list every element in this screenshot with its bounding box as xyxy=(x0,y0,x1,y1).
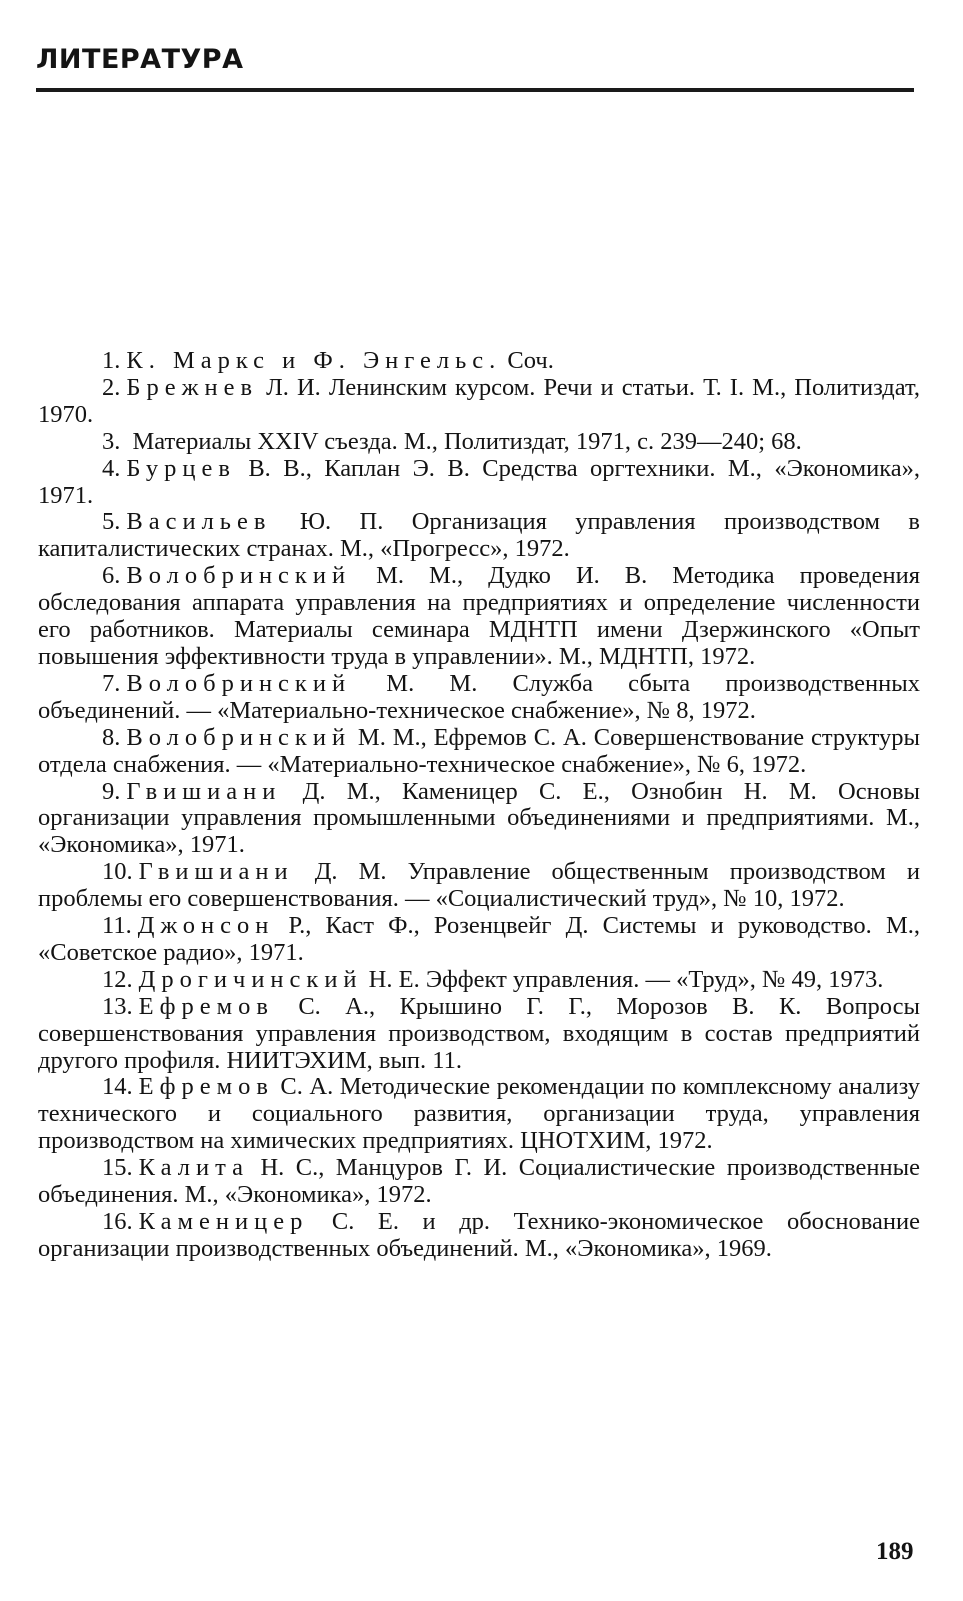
reference-author: Бурцев xyxy=(126,454,236,482)
reference-author: Волобринский xyxy=(126,723,352,751)
reference-item xyxy=(38,779,920,860)
reference-item xyxy=(38,429,920,456)
reference-author: Брежнев xyxy=(126,373,259,401)
reference-item xyxy=(38,1209,920,1263)
reference-text: Л. И. Ленинским курсом. Речи и статьи. Т. I. М., Политиздат, 1970. xyxy=(38,373,920,428)
reference-number: 9. xyxy=(102,777,121,805)
reference-text: Н. Е. Эффект управления. — «Труд», № 49, 1973. xyxy=(368,965,884,993)
reference-item xyxy=(38,509,920,563)
reference-item xyxy=(38,671,920,725)
reference-text: М. М. Служба сбыта производственных объединений. — «Материально-техническое снабжение», № 8, 1972. xyxy=(38,669,920,724)
reference-text: С. Е. и др. Технико-экономическое обоснование организации производственных объединений. М., «Экономика», 1969. xyxy=(38,1208,920,1262)
reference-number: 1. xyxy=(102,347,121,374)
reference-author: Калита xyxy=(138,1154,249,1182)
reference-text: В. В., Каплан Э. В. Средства оргтехники. М., «Экономика», 1971. xyxy=(38,454,921,509)
reference-author: Дрогичинский xyxy=(138,965,363,993)
reference-text: М. М., Ефремов С. А. Совершенствование структуры отдела снабжения. — «Материально-техническое снабжение», № 6, 1972. xyxy=(38,723,921,778)
reference-item xyxy=(38,375,920,429)
reference-number: 14. xyxy=(102,1073,133,1101)
reference-author: Ефремов xyxy=(138,992,274,1020)
reference-text: М. М., Дудко И. В. Методика проведения обследования аппарата управления на предприятиях и определение численности его работников. Материалы семинара МДНТП имени Дзержинского «Опыт повышения эффективности труда в управлении». М., МДНТП, 1972. xyxy=(38,562,921,670)
reference-author: Васильев xyxy=(126,508,272,536)
reference-text: Д. М. Управление общественным производством и проблемы его совершенствования. — «Социалистический труд», № 10, 1972. xyxy=(38,858,920,913)
reference-author: Каменицер xyxy=(138,1208,309,1235)
reference-author: Гвишиани xyxy=(138,858,294,886)
heading-rule xyxy=(36,88,914,92)
reference-text: Н. С., Манцуров Г. И. Социалистические производственные объединения. М., «Экономика», 1972. xyxy=(38,1154,920,1209)
reference-text: С. А. Методические рекомендации по комплексному анализу технического и социального развития, организации труда, управления производством на химических предприятиях. ЦНОТХИМ, 1972. xyxy=(38,1073,920,1155)
reference-author: Ефремов xyxy=(138,1073,274,1101)
reference-number: 8. xyxy=(102,723,121,751)
reference-number: 13. xyxy=(102,992,133,1020)
reference-text: Ю. П. Организация управления производством в капиталистических странах. М., «Прогресс», 1972. xyxy=(38,508,920,563)
reference-author: Гвишиани xyxy=(126,777,282,805)
reference-number: 10. xyxy=(102,858,133,886)
reference-item xyxy=(38,456,920,510)
reference-author: Волобринский xyxy=(126,669,352,697)
reference-text: Р., Каст Ф., Розенцвейг Д. Системы и руководство. М., «Советское радио», 1971. xyxy=(38,912,920,966)
reference-number: 2. xyxy=(102,373,121,401)
reference-item xyxy=(38,994,920,1075)
reference-author: Джонсон xyxy=(137,912,275,940)
reference-author: К. Маркс и Ф. Энгельс. xyxy=(126,347,502,374)
reference-item xyxy=(38,725,920,779)
reference-item xyxy=(38,1074,920,1155)
reference-item xyxy=(38,913,920,967)
page-number: 189 xyxy=(876,1538,914,1565)
reference-number: 6. xyxy=(102,562,121,590)
reference-number: 3. xyxy=(102,427,121,455)
reference-item xyxy=(38,1155,920,1209)
reference-number: 12. xyxy=(102,965,133,993)
reference-number: 15. xyxy=(102,1154,133,1182)
reference-text: С. А., Крышино Г. Г., Морозов В. К. Вопросы совершенствования управления производством, входящим в состав предприятий другого профиля. НИИТЭХИМ, вып. 11. xyxy=(38,992,920,1074)
page-heading: ЛИТЕРАТУРА xyxy=(36,44,244,75)
reference-item xyxy=(38,859,920,913)
reference-item xyxy=(38,563,920,671)
reference-text: Д. М., Каменицер С. Е., Ознобин Н. М. Основы организации управления промышленными объединениями и предприятиями. М., «Экономика», 1971. xyxy=(38,777,920,859)
reference-list xyxy=(38,348,920,1263)
reference-author: Волобринский xyxy=(126,562,352,590)
reference-text: Соч. xyxy=(507,347,554,374)
reference-number: 11. xyxy=(102,912,132,940)
reference-number: 16. xyxy=(102,1208,133,1235)
reference-number: 5. xyxy=(102,508,121,536)
reference-text: Материалы XXIV съезда. М., Политиздат, 1971, с. 239—240; 68. xyxy=(132,427,802,455)
reference-item xyxy=(38,967,920,994)
reference-item xyxy=(38,348,920,375)
reference-number: 4. xyxy=(102,454,121,482)
reference-number: 7. xyxy=(102,669,121,697)
